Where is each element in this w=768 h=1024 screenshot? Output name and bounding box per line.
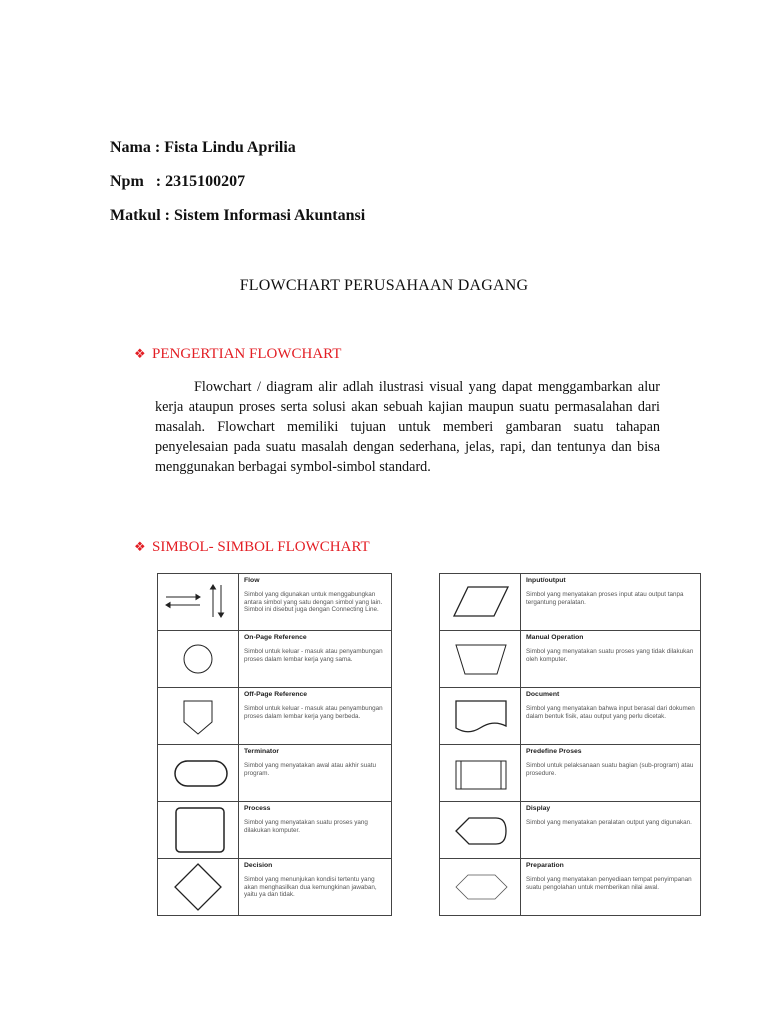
definition-paragraph <box>155 377 660 477</box>
table-row <box>440 688 701 745</box>
on-page-reference-circle-icon <box>158 631 238 687</box>
symbol-description-cell <box>239 574 392 631</box>
table-row <box>440 745 701 802</box>
symbol-cell <box>440 574 521 631</box>
manual-operation-trapezoid-icon <box>440 631 520 687</box>
decision-diamond-icon <box>158 859 238 915</box>
table-row <box>158 688 392 745</box>
symbol-cell <box>158 802 239 859</box>
symbol-description: Simbol yang menyatakan suatu proses yang dilakukan komputer. <box>244 819 368 834</box>
symbol-name: Document <box>526 691 560 698</box>
symbol-name: Process <box>244 805 271 812</box>
symbol-name: Preparation <box>526 862 564 869</box>
symbol-description: Simbol untuk keluar - masuk atau penyambungan proses dalam lembar kerja yang berbeda. <box>244 705 383 720</box>
table-row <box>158 745 392 802</box>
symbol-cell <box>158 745 239 802</box>
symbol-description: Simbol yang menyatakan bahwa input berasal dari dokumen dalam bentuk fisik, atau output yang perlu dicetak. <box>526 705 695 720</box>
predefine-process-icon <box>440 745 520 801</box>
symbol-table-right <box>439 573 701 916</box>
symbol-description: Simbol yang menyatakan proses input atau output tanpa tergantung peralatan. <box>526 591 684 606</box>
table-row <box>440 574 701 631</box>
symbol-description-cell <box>239 802 392 859</box>
symbol-description: Simbol yang menyatakan suatu proses yang tidak dilakukan oleh komputer. <box>526 648 694 663</box>
symbol-name: Predefine Proses <box>526 748 582 755</box>
table-row <box>158 859 392 916</box>
symbol-description: Simbol yang menyatakan peralatan output yang digunakan. <box>526 819 692 826</box>
symbol-description: Simbol untuk pelaksanaan suatu bagian (sub-program) atau prosedure. <box>526 762 694 777</box>
symbol-description-cell <box>521 802 701 859</box>
symbol-cell <box>158 574 239 631</box>
symbol-description-cell <box>521 859 701 916</box>
symbol-description: Simbol yang menyatakan penyediaan tempat penyimpanan suatu pengolahan untuk memberikan nilai awal. <box>526 876 692 891</box>
symbol-description-cell <box>239 688 392 745</box>
section-heading-pengertian <box>134 346 341 363</box>
symbol-description: Simbol yang menunjukan kondisi tertentu yang akan menghasilkan dua kemungkinan jawaban, yaitu ya dan tidak. <box>244 876 377 898</box>
symbol-name: On-Page Reference <box>244 634 307 641</box>
symbol-name: Input/output <box>526 577 566 584</box>
flow-arrows-icon <box>158 574 238 630</box>
student-name: Nama : Fista Lindu Aprilia <box>110 139 296 156</box>
symbol-name: Display <box>526 805 551 812</box>
section-heading-simbol <box>134 539 370 556</box>
off-page-reference-pentagon-icon <box>158 688 238 744</box>
symbol-description-cell <box>521 574 701 631</box>
table-row <box>158 631 392 688</box>
symbol-cell <box>158 631 239 688</box>
section-heading-text: SIMBOL- SIMBOL FLOWCHART <box>152 539 370 555</box>
symbol-description: Simbol yang menyatakan awal atau akhir suatu program. <box>244 762 376 777</box>
process-rectangle-icon <box>158 802 238 858</box>
paragraph-text: Flowchart / diagram alir adlah ilustrasi visual yang dapat menggambarkan alur kerja ataupun proses serta solusi akan sebuah kajian maupun suatu permasalahan dari masalah. Flowchart memiliki tujuan untuk memberi gambaran suatu tahapan penyelesaian pada suatu masalah dengan sederhana, jelas, rapi, dan tentunya dan bisa menggunakan berbagai symbol-simbol standard. <box>155 379 660 475</box>
diamond-bullet-icon: ❖ <box>134 346 146 361</box>
symbol-description-cell <box>239 631 392 688</box>
symbol-description-cell <box>521 631 701 688</box>
symbol-name: Flow <box>244 577 260 584</box>
symbol-name: Terminator <box>244 748 279 755</box>
section-heading-text: PENGERTIAN FLOWCHART <box>152 346 342 362</box>
student-npm: Npm : 2315100207 <box>110 173 246 190</box>
document-title: FLOWCHART PERUSAHAAN DAGANG <box>239 277 529 294</box>
input-output-parallelogram-icon <box>440 574 520 630</box>
diamond-bullet-icon: ❖ <box>134 539 146 554</box>
symbol-name: Off-Page Reference <box>244 691 308 698</box>
symbol-description-cell <box>521 688 701 745</box>
symbol-description: Simbol yang digunakan untuk menggabungkan antara simbol yang satu dengan simbol yang lain. Simbol ini disebut juga dengan Connecting Line. <box>244 591 383 613</box>
symbol-name: Manual Operation <box>526 634 584 641</box>
symbol-cell <box>440 631 521 688</box>
symbol-description-cell <box>239 859 392 916</box>
table-row <box>440 631 701 688</box>
preparation-hexagon-icon <box>440 859 520 915</box>
document-icon <box>440 688 520 744</box>
display-icon <box>440 802 520 858</box>
table-row <box>158 574 392 631</box>
symbol-description-cell <box>521 745 701 802</box>
symbol-description-cell <box>239 745 392 802</box>
symbol-cell <box>440 859 521 916</box>
table-row <box>440 802 701 859</box>
symbol-description: Simbol untuk keluar - masuk atau penyambungan proses dalam lembar kerja yang sama. <box>244 648 383 663</box>
symbol-name: Decision <box>244 862 273 869</box>
terminator-icon <box>158 745 238 801</box>
symbol-table-left <box>157 573 392 916</box>
symbol-cell <box>158 859 239 916</box>
symbol-cell <box>440 802 521 859</box>
table-row <box>440 859 701 916</box>
symbol-cell <box>158 688 239 745</box>
table-row <box>158 802 392 859</box>
course-name: Matkul : Sistem Informasi Akuntansi <box>110 207 366 224</box>
symbol-cell <box>440 745 521 802</box>
symbol-cell <box>440 688 521 745</box>
